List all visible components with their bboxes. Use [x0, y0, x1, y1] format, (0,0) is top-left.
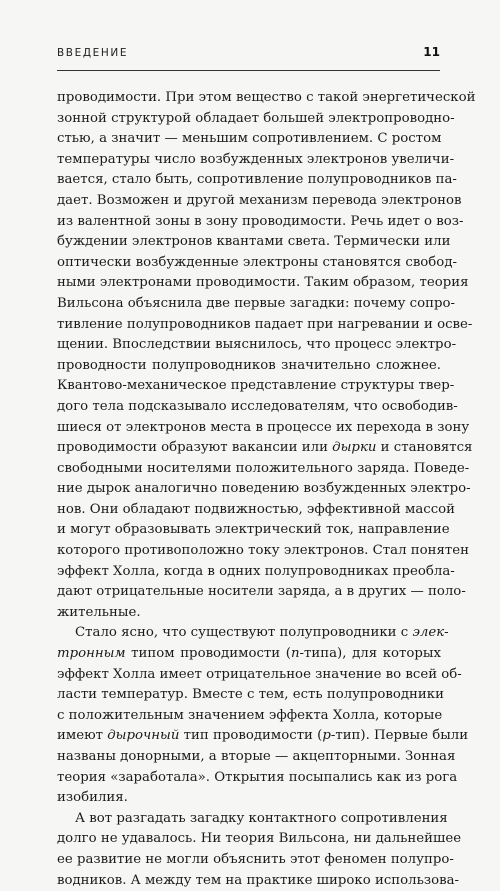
text-line — [57, 644, 441, 665]
line-text: которого противоположно току электронов. Стал понятен — [57, 543, 469, 559]
text-line — [57, 315, 473, 336]
line-text: Вильсона объяснила две первые загадки: почему сопро- — [57, 295, 455, 311]
line-text: дает. Возможен и другой механизм перевода электронов — [57, 192, 462, 208]
page-number: 11 — [423, 45, 440, 59]
line-text: вается, стало быть, сопротивление полупроводников па- — [57, 172, 457, 188]
text-line — [57, 706, 441, 727]
line-text: буждении электронов квантами света. Термически или — [57, 234, 451, 250]
text-line — [57, 273, 469, 294]
line-text: проводимости образуют вакансии или — [57, 440, 333, 456]
text-line — [57, 150, 455, 171]
text-line — [57, 335, 457, 356]
text-line — [57, 623, 449, 644]
line-text: теория «заработала». Открытия посыпались как из рога — [57, 769, 458, 785]
text-line — [57, 212, 464, 233]
section-title: ВВЕДЕНИЕ — [57, 47, 129, 59]
text-line — [57, 459, 470, 480]
text-line — [57, 562, 455, 583]
line-text: ее развитие не могли объяснить этот феномен полупро- — [57, 851, 454, 867]
line-text: А вот разгадать загадку контактного сопротивления — [75, 810, 448, 826]
line-text: дого тела подсказывало исследователям, что освободив- — [57, 398, 458, 414]
line-text: и становятся — [376, 440, 473, 456]
line-text: дают отрицательные носители заряда, а в других — поло- — [57, 584, 466, 600]
line-text: изобилия. — [57, 790, 128, 806]
text-line — [57, 871, 459, 891]
text-line — [57, 582, 466, 603]
line-text: долго не удавалось. Ни теория Вильсона, ни дальнейшее — [57, 831, 462, 847]
line-text: и могут образовывать электрический ток, направление — [57, 522, 450, 538]
line-text: с положительным значением эффекта Холла, которые — [57, 707, 443, 723]
line-text: названы донорными, а вторые — акцепторными. Зонная — [57, 749, 456, 764]
emphasis-text: n — [290, 646, 300, 662]
running-header — [57, 45, 440, 59]
header-rule — [57, 70, 440, 71]
body-text — [57, 88, 476, 891]
line-text: жительные. — [57, 604, 141, 620]
emphasis-text: дырочный — [107, 728, 180, 744]
emphasis-text: дырки — [332, 440, 377, 456]
text-line — [57, 850, 454, 871]
text-line — [57, 685, 444, 706]
text-line — [57, 726, 469, 747]
line-text: водников. А между тем на практике широко использова- — [57, 872, 459, 888]
text-line — [57, 829, 462, 850]
text-line — [57, 356, 441, 377]
line-text: щении. Впоследствии выяснилось, что процесс электро- — [57, 337, 457, 353]
line-text: ными электронами проводимости. Таким образом, теория — [57, 275, 469, 291]
line-text: типом проводимости ( — [125, 646, 291, 662]
line-text: проводимости. При этом вещество с такой энергетической — [57, 90, 476, 105]
line-text: проводности полупроводников значительно сложнее. — [57, 357, 441, 373]
emphasis-text: тронным — [57, 646, 126, 662]
text-line — [57, 232, 451, 253]
text-line — [57, 541, 469, 562]
line-text: тип проводимости ( — [179, 728, 323, 744]
text-line — [57, 479, 471, 500]
text-line — [57, 191, 462, 212]
text-line — [57, 665, 462, 686]
text-line — [57, 747, 456, 768]
line-text: Стало ясно, что существуют полупроводники с — [75, 625, 413, 641]
text-line — [57, 88, 476, 109]
text-line — [57, 809, 448, 830]
line-text: зонной структурой обладает большей электропроводно- — [57, 110, 455, 126]
text-line — [57, 397, 458, 418]
text-line — [57, 170, 457, 191]
text-line — [57, 109, 455, 130]
line-text: шиеся от электронов места в процессе их перехода в зону — [57, 419, 470, 435]
text-line — [57, 500, 456, 521]
line-text: оптически возбужденные электроны становятся свобод- — [57, 254, 457, 270]
text-line — [57, 603, 441, 624]
emphasis-text: элек- — [412, 625, 449, 641]
line-text: ласти температур. Вместе с тем, есть полупроводники — [57, 687, 444, 703]
line-text: тивление полупроводников падает при нагревании и осве- — [57, 316, 473, 332]
line-text: эффект Холла имеет отрицательное значение во всей об- — [57, 666, 462, 682]
text-line — [57, 294, 455, 315]
line-text: -тип). Первые были — [330, 728, 469, 744]
line-text: -типа), для которых — [299, 646, 442, 662]
text-line — [57, 768, 458, 789]
line-text: температуры число возбужденных электронов увеличи- — [57, 151, 455, 167]
line-text: ние дырок аналогично поведению возбужденных электро- — [57, 481, 471, 497]
line-text: нов. Они обладают подвижностью, эффективной массой — [57, 501, 456, 517]
line-text: из валентной зоны в зону проводимости. Речь идет о воз- — [57, 213, 464, 229]
text-line — [57, 520, 450, 541]
text-line — [57, 438, 473, 459]
line-text: имеют — [57, 728, 108, 744]
line-text: эффект Холла, когда в одних полупроводниках преобла- — [57, 563, 455, 579]
text-line — [57, 788, 441, 809]
text-line — [57, 129, 441, 150]
line-text: Квантово-механическое представление структуры твер- — [57, 378, 455, 394]
text-line — [57, 253, 457, 274]
line-text: стью, а значит — меньшим сопротивлением. С ростом — [57, 131, 442, 147]
emphasis-text: p — [322, 728, 331, 744]
text-line — [57, 376, 455, 397]
line-text: свободными носителями положительного заряда. Поведе- — [57, 460, 470, 476]
text-line — [57, 418, 470, 439]
